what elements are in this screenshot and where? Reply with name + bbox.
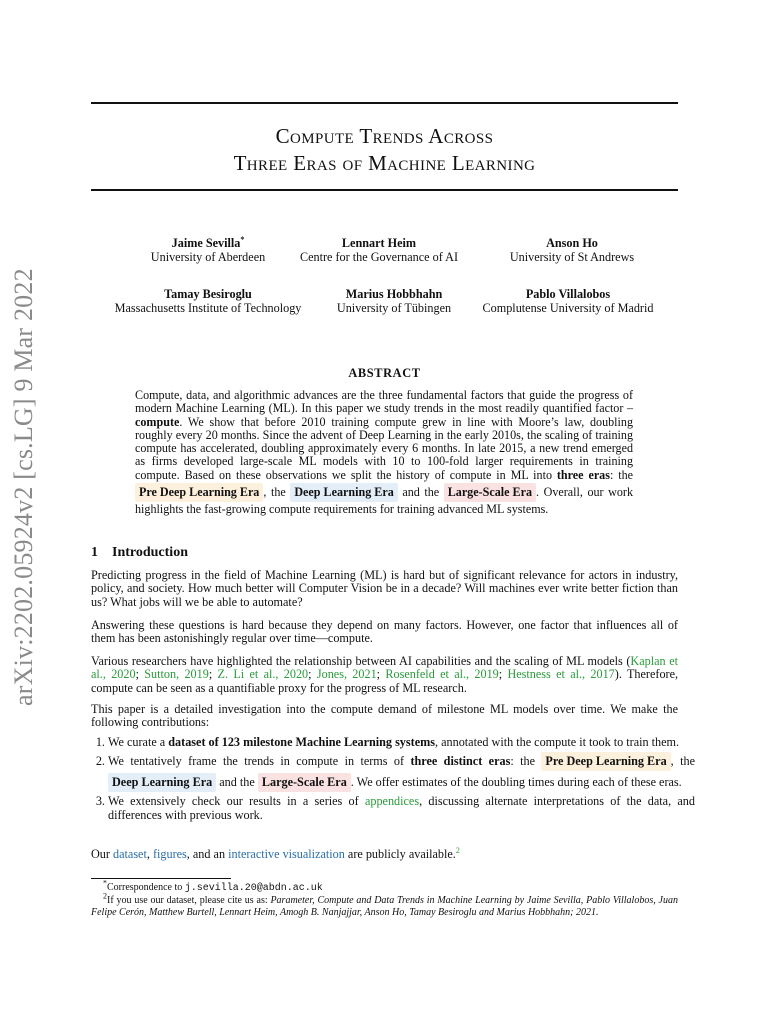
availability-paragraph: Our dataset, figures, and an interactive visualization are publicly available.$^2$ [91,845,460,861]
footnote-2: $^2$If you use our dataset, please cite us as: Parameter, Compute and Data Trends in Machine Learning by Jaime Sevilla, Pablo Villalobos, Juan Felipe Cerón, Matthew Burtell, Lennart Heim, Amogh B. Nanjajjar, Anson Ho, Tamay Besiroglu and Marius Hobbhahn; 2021. [91,891,678,918]
footnote-ref-link[interactable]: 2 [455,845,460,855]
author-name: Anson Ho [546,236,598,250]
intro-paragraph: Predicting progress in the field of Machine Learning (ML) is hard but of significant relevance for actors in industry, policy, and society. How much better will Computer Vision be in a decade? Will machines ever write better fiction than us? What jobs will we be able to automate? [91,568,678,609]
title-top-rule [91,102,678,104]
arxiv-identifier: arXiv:2202.05924v2 [cs.LG] 9 Mar 2022 [9,268,38,706]
era-badge-pre-deep-learning: Pre Deep Learning Era [541,752,670,771]
author-name: Tamay Besiroglu [164,287,252,301]
abstract-text: Compute, data, and algorithmic advances are the three fundamental factors that guide the progress of modern Machine Learning (ML). In this paper we study trends in the most readily quantified factor – compute. We show that before 2010 training compute grew in line with Moore’s law, doubling roughly every 20 months. Since the advent of Deep Learning in the early 2010s, the scaling of training compute has accelerated, doubling approximately every 6 months. In late 2015, a new trend emerged as firms developed large-scale ML models with 10 to 100-fold larger requirements in training compute. Based on these observations we split the history of compute in ML into three eras: the Pre Deep Learning Era , the Deep Learning Era and the Large-Scale Era . Overall, our work highlights the fast-growing compute requirements for training advanced ML systems. [135,388,633,517]
citation-link[interactable]: Rosenfeld et al., 2019 [385,667,499,682]
author-affiliation: Massachusetts Institute of Technology [114,301,302,315]
paper-title-line-2: Three Eras of Machine Learning [233,151,536,175]
citation-link[interactable]: Jones, 2021 [316,667,377,682]
era-badge-large-scale: Large-Scale Era [444,483,536,502]
author-affiliation: University of Tübingen [336,301,452,315]
section-heading-introduction: 1 Introduction [91,545,188,560]
list-item: 1. We curate a dataset of 123 milestone Machine Learning systems, annotated with the compute it took to train them. [108,736,695,749]
intro-paragraph: Answering these questions is hard because they depend on many factors. However, one factor that influences all of them has been astonishingly regular over time—compute. [91,618,678,646]
author-name: Lennart Heim [341,236,417,250]
era-badge-pre-deep-learning: Pre Deep Learning Era [135,483,263,502]
author-affiliation: Complutense University of Madrid [482,301,654,315]
list-item: 2. We tentatively frame the trends in compute in terms of three distinct eras: the Pre Deep Learning Era , the Deep Learning Era and the Large-Scale Era . We offer estimates of the doubling times during each of these eras. [108,751,695,793]
footnote-1: *Correspondence to j.sevilla.20@abdn.ac.uk [103,878,323,894]
footnote-rule [91,878,231,879]
intro-paragraph: This paper is a detailed investigation into the compute demand of milestone ML models over time. We make the following contributions: [91,702,678,730]
author-affiliation: Centre for the Governance of AI [299,250,459,264]
intro-paragraph: Various researchers have highlighted the relationship between AI capabilities and the scaling of ML models (Kaplan et al., 2020; Sutton, 2019; Z. Li et al., 2020; Jones, 2021; Rosenfeld et al., 2019; Hestness et al., 2017). Therefore, compute can be seen as a quantifiable proxy for the progress of ML research. [91,654,679,695]
era-badge-large-scale: Large-Scale Era [258,773,351,792]
era-badge-deep-learning: Deep Learning Era [290,483,397,502]
author-block [448,287,688,315]
paper-title-line-1: Compute Trends Across [275,124,494,148]
author-name: Pablo Villalobos [525,287,611,301]
era-badge-deep-learning: Deep Learning Era [108,773,216,792]
citation-link[interactable]: Hestness et al., 2017 [507,667,615,682]
list-item: 3. We extensively check our results in a series of appendices, discussing alternate interpretations of the data, and differences with previous work. [108,795,695,822]
interactive-visualization-link[interactable]: interactive visualization [228,847,345,861]
citation-link[interactable]: Sutton, 2019 [144,667,209,682]
author-name: Jaime Sevilla* [171,234,245,250]
author-affiliation: University of St Andrews [509,250,635,264]
author-mark: * [240,234,245,244]
figures-link[interactable]: figures [152,847,187,861]
citation-link[interactable]: Kaplan et al., 2020 [91,654,678,682]
correspondence-email[interactable]: j.sevilla.20@abdn.ac.uk [184,883,323,894]
dataset-link[interactable]: dataset [113,847,147,861]
author-block [452,236,692,264]
contributions-list [91,736,695,824]
citation-link[interactable]: Z. Li et al., 2020 [217,667,309,682]
author-name: Marius Hobbhahn [345,287,443,301]
appendices-link[interactable]: appendices [364,794,420,809]
title-bottom-rule [91,189,678,191]
author-affiliation: University of Aberdeen [150,250,266,264]
abstract-heading: ABSTRACT [348,366,421,380]
